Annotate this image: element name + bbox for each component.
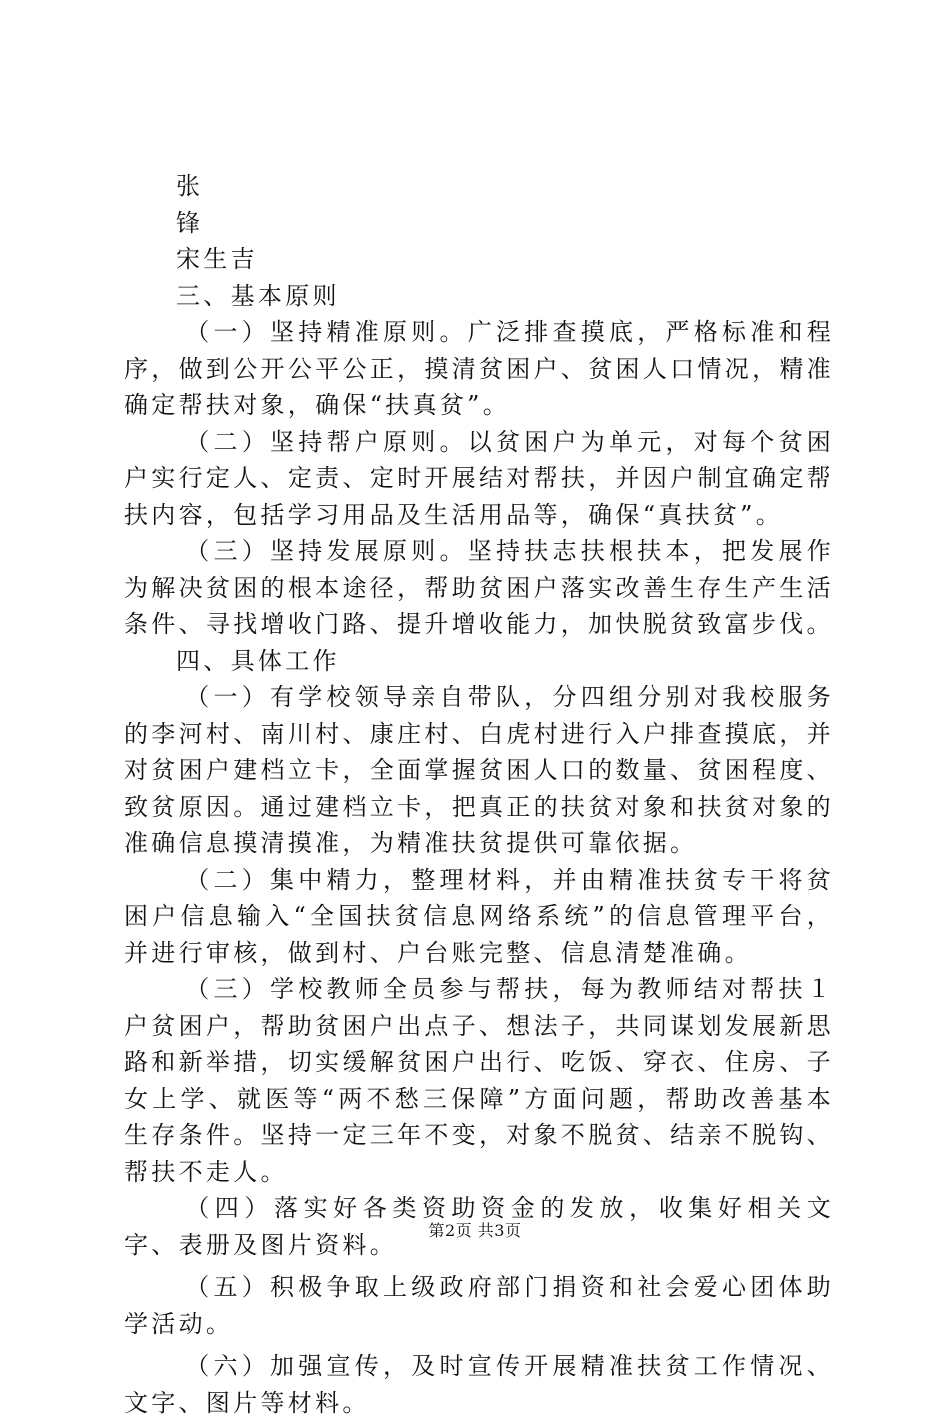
section-4-paragraph-2: （二）集中精力，整理材料，并由精准扶贫专干将贫困户信息输入“全国扶贫信息网络系统”的信息管理平台，并进行审核，做到村、户台账完整、信息清楚准确。 [124, 865, 834, 967]
section-3-paragraph-1: （一）坚持精准原则。广泛排查摸底，严格标准和程序，做到公开公平公正，摸清贫困户、贫困人口情况，精准确定帮扶对象，确保“扶真贫”。 [124, 318, 834, 419]
section-3-heading: 三、基本原则 [176, 281, 340, 310]
section-4-paragraph-4: （四）落实好各类资助资金的发放，收集好相关文字、表册及图片资料。 [124, 1194, 834, 1259]
section-4-paragraph-5: （五）积极争取上级政府部门捐资和社会爱心团体助学活动。 [124, 1273, 834, 1338]
name-line-1: 张 [176, 172, 204, 200]
name-line-3: 宋生吉 [176, 245, 258, 273]
page-number-footer: 第2页 共3页 [428, 1221, 522, 1240]
section-4-heading: 四、具体工作 [176, 646, 340, 675]
name-line-2: 锋 [176, 208, 204, 237]
section-4-paragraph-1: （一）有学校领导亲自带队，分四组分别对我校服务的李河村、南川村、康庄村、白虎村进行入户排查摸底，并对贫困户建档立卡，全面掌握贫困人口的数量、贫困程度、致贫原因。通过建档立卡，把真正的扶贫对象和扶贫对象的准确信息摸清摸准，为精准扶贫提供可靠依据。 [124, 683, 834, 857]
section-3-paragraph-3: （三）坚持发展原则。坚持扶志扶根扶本，把发展作为解决贫困的根本途径，帮助贫困户落实改善生存生产生活条件、寻找增收门路、提升增收能力，加快脱贫致富步伐。 [124, 537, 834, 638]
section-4-paragraph-3: （三）学校教师全员参与帮扶，每为教师结对帮扶１户贫困户，帮助贫困户出点子、想法子，共同谋划发展新思路和新举措，切实缓解贫困户出行、吃饭、穿衣、住房、子女上学、就医等“两不愁三保障”方面问题，帮助改善基本生存条件。坚持一定三年不变，对象不脱贫、结亲不脱钩、帮扶不走人。 [124, 975, 834, 1186]
section-3-paragraph-2: （二）坚持帮户原则。以贫困户为单元，对每个贫困户实行定人、定责、定时开展结对帮扶，并因户制宜确定帮扶内容，包括学习用品及生活用品等，确保“真扶贫”。 [124, 427, 834, 529]
section-4-paragraph-6: （六）加强宣传，及时宣传开展精准扶贫工作情况、文字、图片等材料。 [124, 1352, 834, 1417]
